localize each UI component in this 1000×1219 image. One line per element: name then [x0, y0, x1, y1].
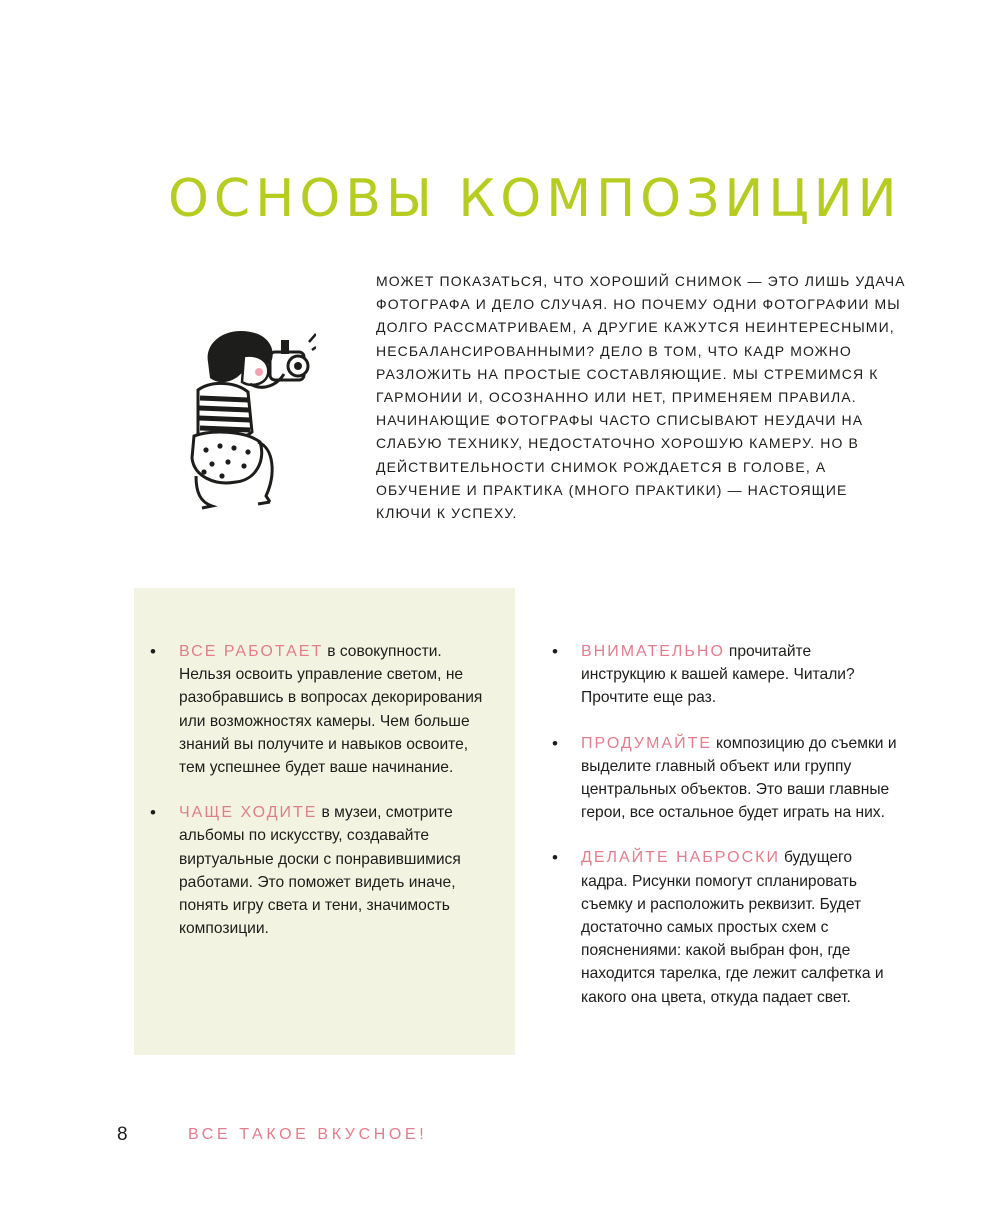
tip-item — [150, 801, 490, 940]
tip-item — [552, 732, 897, 825]
tips-list-right — [552, 640, 897, 1031]
photographer-illustration — [186, 326, 316, 516]
tip-lead: ЧАЩЕ ХОДИТЕ — [179, 804, 318, 822]
camera-icon — [270, 334, 316, 380]
tip-item — [552, 640, 897, 710]
tip-lead: ДЕЛАЙТЕ НАБРОСКИ — [581, 849, 780, 867]
tip-text: прочитайте инструкцию к вашей камере. Читали? Прочтите еще раз. — [581, 643, 855, 707]
tip-text: композицию до съемки и выделите главный объект или группу центральных объектов. Это ваши главные герои, все остальное будет играть на них. — [581, 734, 897, 822]
page-number: 8 — [117, 1124, 128, 1145]
tip-lead: ВНИМАТЕЛЬНО — [581, 643, 725, 660]
bullet-marker: • — [150, 642, 156, 661]
page-title: ОСНОВЫ КОМПОЗИЦИИ — [168, 169, 902, 229]
tip-item — [150, 640, 490, 779]
running-title: ВСЕ ТАКОЕ ВКУСНОЕ! — [188, 1126, 428, 1143]
tip-text: в совокупности. Нельзя освоить управление светом, не разобравшись в вопросах декорирования или возможностях камеры. Чем больше знаний вы получите и навыков освоите, тем успешнее будет ваше начинание. — [179, 643, 483, 777]
tip-text: будущего кадра. Рисунки помогут спланировать съемку и расположить реквизит. Будет достаточно самых простых схем с пояснениями: какой выбран фон, где находится тарелка, где лежит салфетка и какого она цвета, откуда падает свет. — [581, 849, 884, 1006]
tip-text: в музеи, смотрите альбомы по искусству, создавайте виртуальные доски с понравившимися работами. Это поможет видеть иначе, понять игру света и тени, значимость композиции. — [179, 804, 461, 938]
bullet-marker: • — [150, 803, 156, 823]
bullet-marker: • — [552, 848, 558, 868]
tip-lead: ВСЕ РАБОТАЕТ — [179, 643, 324, 660]
polka-dot-shorts — [192, 432, 262, 483]
tip-item — [552, 846, 897, 1008]
bullet-marker: • — [552, 642, 558, 661]
tips-list-left — [150, 640, 490, 962]
intro-paragraph: МОЖЕТ ПОКАЗАТЬСЯ, ЧТО ХОРОШИЙ СНИМОК — ЭТО ЛИШЬ УДАЧА ФОТОГРАФА И ДЕЛО СЛУЧАЯ. НО ПОЧЕМУ ОДНИ ФОТОГРАФИИ МЫ ДОЛГО РАССМАТРИВАЕМ, А ДРУГИЕ КАЖУТСЯ НЕИНТЕРЕСНЫМИ, НЕСБАЛАНСИРОВАННЫМИ? ДЕЛО В ТОМ, ЧТО КАДР МОЖНО РАЗЛОЖИТЬ НА ПРОСТЫЕ СОСТАВЛЯЮЩИЕ. МЫ СТРЕМИМСЯ К ГАРМОНИИ И, ОСОЗНАННО ИЛИ НЕТ, ПРИМЕНЯЕМ ПРАВИЛА. НАЧИНАЮЩИЕ ФОТОГРАФЫ ЧАСТО СПИСЫВАЮТ НЕУДАЧИ НА СЛАБУЮ ТЕХНИКУ, НЕДОСТАТОЧНО ХОРОШУЮ КАМЕРУ. НО В ДЕЙСТВИТЕЛЬНОСТИ СНИМОК РОЖДАЕТСЯ В ГОЛОВЕ, А ОБУЧЕНИЕ И ПРАКТИКА (МНОГО ПРАКТИКИ) — НАСТОЯЩИЕ КЛЮЧИ К УСПЕХУ. — [376, 273, 906, 522]
tip-lead: ПРОДУМАЙТЕ — [581, 734, 713, 752]
bullet-marker: • — [552, 733, 558, 753]
